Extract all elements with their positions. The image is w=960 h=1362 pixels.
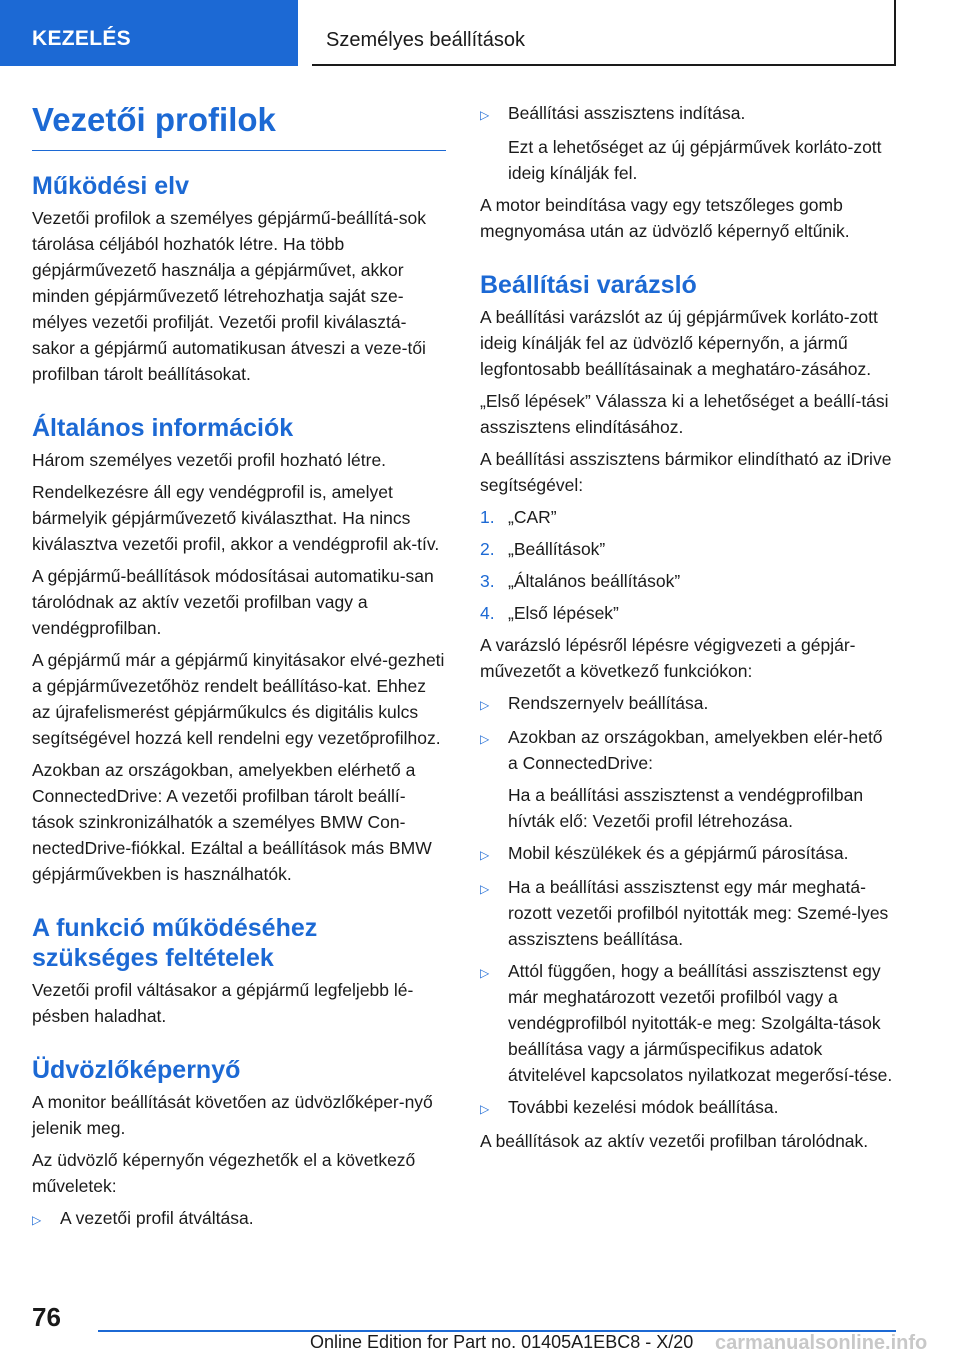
numbered-step: 3. „Általános beállítások” (480, 571, 681, 591)
paragraph: A monitor beállítását követően az üdvözlőképer-nyő jelenik meg. (32, 1092, 433, 1138)
bullet-item: ▷ Attól függően, hogy a beállítási asszisztenst egy már meghatározott vezetői profilból vagy a vendégprofilból nyitották-e meg: Szolgálta-tások beállítása vagy a járműspecifikus adatok átvitelével kapcsolatos nyilatkozat megerősí-tése. (480, 958, 894, 1088)
section-heading: Beállítási varázsló (480, 271, 697, 299)
numbered-step: 4. „Első lépések” (480, 603, 619, 623)
triangle-bullet-icon: ▷ (480, 966, 490, 980)
paragraph: A beállítási varázslót az új gépjárművek korláto-zott ideig kínálják fel az üdvözlő képernyőn, a jármű legfontosabb beállításainak a meghatáro-zásához. (480, 307, 878, 379)
triangle-bullet-icon: ▷ (32, 1213, 42, 1227)
watermark: carmanualsonline.info (715, 1332, 928, 1354)
paragraph: A beállítási asszisztens bármikor elindítható az iDrive segítségével: (480, 449, 892, 495)
left-column (32, 100, 446, 1239)
paragraph: Vezetői profilok a személyes gépjármű-beállítá-sok tárolása céljából hozhatók létre. Ha több gépjárművezető használja a gépjárművet, akkor minden gépjárművezető létrehozhatja saját sze-mélyes vezetői profilját. Vezetői profil kiválasztá-sakor a gépjármű automatikusan átveszi a veze-tői profilban tárolt beállításokat. (32, 208, 426, 384)
bullet-item: ▷ Mobil készülékek és a gépjármű párosítása. (480, 840, 894, 868)
section-heading: Általános információk (32, 414, 294, 442)
paragraph: A gépjármű már a gépjármű kinyitásakor elvé-gezheti a gépjárművezetőhöz rendelt beállításo-kat. Ehhez az újrafelismerést gépjárműkulcs és digitális kulcs segítségével hozzá kell rendelni egy vezetőprofilhoz. (32, 650, 445, 748)
triangle-bullet-icon: ▷ (480, 108, 490, 122)
numbered-step: 2. „Beállítások” (480, 539, 606, 559)
page-header (0, 0, 960, 66)
triangle-bullet-icon: ▷ (480, 732, 490, 746)
bullet-item: ▷ További kezelési módok beállítása. (480, 1094, 894, 1122)
triangle-bullet-icon: ▷ (480, 1102, 490, 1116)
bullet-item: ▷ A vezetői profil átváltása. (32, 1205, 446, 1233)
paragraph: Azokban az országokban, amelyekben elérhető a ConnectedDrive: A vezetői profilban tárolt beállí-tások szinkronizálhatók a személyes BMW Con-nectedDrive-fiókkal. Ezáltal a beállítások más BMW gépjárművekben is használhatók. (32, 760, 432, 884)
numbered-step: 1. „CAR” (480, 507, 557, 527)
paragraph: A gépjármű-beállítások módosításai automatiku-san tárolódnak az aktív vezetői profilban vagy a vendégprofilban. (32, 566, 434, 638)
bullet-item: ▷ Ha a beállítási asszisztenst egy már meghatá-rozott vezetői profilból nyitották meg: Szemé-lyes asszisztens beállítása. (480, 874, 894, 952)
section-tab: KEZELÉS (0, 0, 298, 66)
bullet-item: ▷ Azokban az országokban, amelyekben elér-hető a ConnectedDrive: (480, 724, 894, 776)
triangle-bullet-icon: ▷ (480, 848, 490, 862)
paragraph: A motor beindítása vagy egy tetszőleges gomb megnyomása után az üdvözlő képernyő eltűnik. (480, 195, 850, 241)
paragraph: A beállítások az aktív vezetői profilban tárolódnak. (480, 1131, 869, 1151)
section-heading: Üdvözlőképernyő (32, 1056, 241, 1084)
bullet-item: ▷ Beállítási asszisztens indítása. (480, 100, 894, 128)
bullet-item: ▷ Rendszernyelv beállítása. (480, 690, 894, 718)
page-number: 76 (32, 1302, 61, 1332)
page-title: Vezetői profilok (32, 100, 446, 151)
paragraph: Vezetői profil váltásakor a gépjármű legfeljebb lé-pésben haladhat. (32, 980, 414, 1026)
section-heading: Működési elv (32, 172, 189, 200)
paragraph: Rendelkezésre áll egy vendégprofil is, amelyet bármelyik gépjárművezető kiválaszthat. Ha nincs kiválasztva vezetői profil, akkor a vendégprofil ak-tív. (32, 482, 440, 554)
bullet-subtext: Ezt a lehetőséget az új gépjárművek korláto-zott ideig kínálják fel. (508, 137, 882, 183)
right-column (480, 100, 894, 1160)
section-heading: A funkció működéséhez szükséges feltételek (32, 914, 318, 972)
edition-text: Online Edition for Part no. 01405A1EBC8 - X/20 (310, 1332, 694, 1352)
paragraph: „Első lépések” Válassza ki a lehetőséget a beállí-tási asszisztens elindításához. (480, 391, 889, 437)
bullet-subtext: Ha a beállítási asszisztenst a vendégprofilban hívták elő: Vezetői profil létrehozása. (508, 785, 864, 831)
paragraph: A varázsló lépésről lépésre végigvezeti a gépjár-művezetőt a következő funkciókon: (480, 635, 856, 681)
chapter-title: Személyes beállítások (312, 0, 896, 66)
paragraph: Az üdvözlő képernyőn végezhetők el a következő műveletek: (32, 1150, 416, 1196)
triangle-bullet-icon: ▷ (480, 698, 490, 712)
triangle-bullet-icon: ▷ (480, 882, 490, 896)
paragraph: Három személyes vezetői profil hozható létre. (32, 450, 387, 470)
